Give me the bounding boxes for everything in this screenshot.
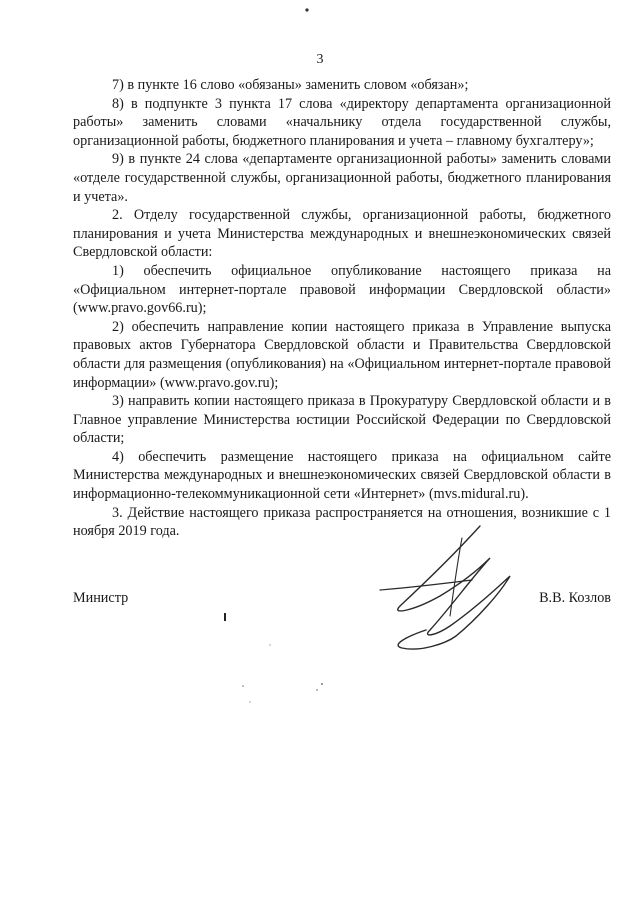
paragraph-subitem-3: 3) направить копии настоящего приказа в Прокуратуру Свердловской области и в Главное управление Министерства юстиции Российской Федерации по Свердловской области;: [73, 393, 611, 447]
paragraph-subitem-1: 1) обеспечить официальное опубликование настоящего приказа на «Официальном интернет-портале правовой информации Свердловской области» (www.pravo.gov66.ru);: [73, 262, 611, 317]
handwritten-signature: [360, 518, 535, 658]
paragraph-subitem-2: 2) обеспечить направление копии настоящего приказа в Управление выпуска правовых актов Губернатора Свердловской области и Правительства Свердловской области для размещения (опубликования) на «Официальном интернет-портале правовой информации» (www.pravo.gov.ru);: [73, 318, 611, 391]
paragraph-item-8: 8) в подпункте 3 пункта 17 слова «директору департамента организационной работы» заменить словами «начальнику отдела государственной службы, организационной работы, бюджетного планирования и учета – главному бухгалтеру»;: [73, 95, 611, 149]
paragraph-item-9: 9) в пункте 24 слова «департаменте организационной работы» заменить словами «отделе государственной службы, организационной работы, бюджетного планирования и учета».: [73, 151, 611, 205]
paragraph-subitem-4: 4) обеспечить размещение настоящего приказа на официальном сайте Министерства международных и внешнеэкономических связей Свердловской области в информационно-телекоммуникационной сети «Интернет» (mvs.midural.ru).: [73, 448, 611, 503]
paragraph-section-3: 3. Действие настоящего приказа распространяется на отношения, возникшие с 1 ноября 2019 года.: [73, 504, 611, 540]
document-body: [73, 76, 611, 541]
page-number: 3: [316, 52, 324, 67]
paragraph-item-7: 7) в пункте 16 слово «обязаны» заменить словом «обязан»;: [112, 77, 469, 93]
paragraph-section-2: 2. Отделу государственной службы, организационной работы, бюджетного планирования и учета Министерства международных и внешнеэкономических связей Свердловской области:: [73, 207, 611, 261]
signatory-name: В.В. Козлов: [539, 590, 611, 606]
signatory-title: Министр: [73, 590, 129, 606]
